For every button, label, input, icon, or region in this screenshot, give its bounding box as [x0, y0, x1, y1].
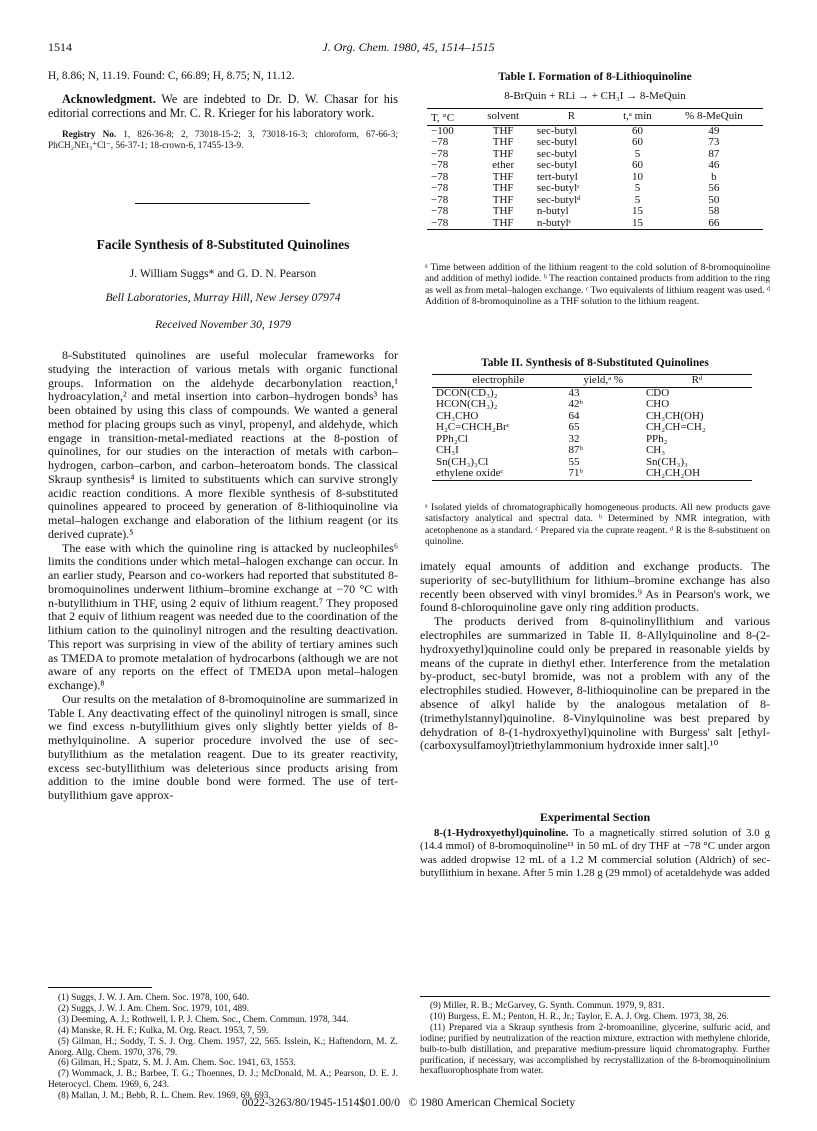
table2-row-cell: 43	[568, 386, 580, 399]
journal-header: J. Org. Chem. 1980, 45, 1514–1515	[322, 40, 495, 54]
table1-row-cell: 15	[631, 205, 643, 217]
table2-row-cell: CDO	[645, 386, 670, 399]
table1-row-cell: 15	[631, 216, 643, 229]
table1-row-cell: b	[711, 170, 717, 183]
table2-row-cell: CH₂CH₂OH	[645, 467, 701, 479]
table1-row-cell: n-butylᶜ	[536, 216, 572, 229]
experimental-paragraph	[420, 827, 770, 880]
table2-row-cell: CH₂CH=CH₂	[645, 421, 706, 433]
table2-row-cell: Sn(CH₃)₃Cl	[436, 455, 489, 468]
table1-row-cell: THF	[492, 205, 514, 217]
table2-row-cell: 71ᵇ	[568, 467, 583, 479]
table1-row-cell: 60	[631, 124, 643, 137]
right-footnote-rule	[420, 996, 770, 997]
table1-row-cell: 58	[708, 205, 720, 217]
table2-row-cell: 87ᵇ	[568, 444, 583, 456]
table1-row-cell: 60	[631, 136, 643, 148]
table2-footnote: ᵃ Isolated yields of chromatographically homogeneous products. All new products gave satisfactory analytical and spectral data. ᵇ Determined by NMR integration, with acetophenone as a standard. ᶜ Prepared via the cuprate reagent. ᵈ R is the 8-substituent on quinoline.	[425, 502, 770, 548]
table1-grid	[427, 108, 763, 230]
affiliation: Bell Laboratories, Murray Hill, New Jersey 07974	[105, 291, 341, 304]
received-date: Received November 30, 1979	[155, 318, 291, 331]
table1-header-row	[427, 109, 763, 126]
table1-row-cell: 49	[708, 124, 720, 137]
table1-col-solvent: solvent	[487, 110, 520, 122]
table1-col-temp: T, °C	[431, 112, 455, 124]
reference: (4) Manske, R. H. F.; Kulka, M. Org. React. 1953, 7, 59.	[58, 1025, 269, 1036]
table1-row-cell: tert-butyl	[536, 170, 578, 183]
table1-row-cell: sec-butyl	[536, 136, 578, 148]
registry-numbers	[48, 130, 398, 152]
table1-row-cell: 10	[631, 170, 643, 183]
table1-row-cell: −78	[431, 205, 449, 217]
reference: (3) Deeming, A. J.; Rothwell, I. P. J. Chem. Soc., Chem. Commun. 1978, 344.	[58, 1014, 349, 1025]
table2-row-cell: 64	[568, 409, 580, 422]
experimental-text	[420, 827, 770, 880]
article-title: Facile Synthesis of 8-Substituted Quinolines	[96, 237, 350, 252]
table1-row-cell: n-butyl	[536, 205, 569, 217]
table2-row-cell: PPh₂Cl	[436, 432, 468, 445]
table2-row-cell: CH₃CH(OH)	[645, 409, 704, 422]
paragraph: The products derived from 8-quinolinyllithium and various electrophiles are summarized in Table II. 8-Allylquinoline and 8-(2-hydroxyethyl)quinoline could only be prepared in reasonable yields by means of the cuprate in diethyl ether. Interference from the metalation by-product, sec-butyl bromide, was not a problem with any of the electrophiles studied. However, 8-lithioquinoline can be prepared in the absence of alkyl halide by the analogous metalation of 8-(trimethylstannyl)quinoline. 8-Vinylquinoline was best prepared by dehydration of 8-(1-hydroxyethyl)quinoline with Burgess' salt [ethyl-(carboxysulfamoyl)triethylammonium hydroxide inner salt].¹⁰	[420, 614, 770, 753]
table1-row-cell: THF	[492, 193, 514, 206]
table1-row-cell: ether	[492, 159, 515, 171]
table1-row-cell: −78	[431, 147, 449, 160]
table1-row	[427, 137, 763, 149]
right-references	[420, 1001, 770, 1077]
paragraph: 8-Substituted quinolines are useful molecular frameworks for studying the interaction of various metals with organic functional groups. Information on the aldehyde decarbonylation reaction,¹ hydroacylation,² and metal insertion into carbon–hydrogen bonds³ has been obtained by using this class of compounds. We wanted a general method for placing groups such as vinyl, propenyl, and aldehyde, which engage in transition-metal-mediated reactions at the 8-postion of quinolines, for our studies on the interaction of metals with carbon–hydrogen, carbon–carbon, and carbon–heteroatom bonds. The classical Skraup synthesis⁴ is limited to substituents which can survive strongly acidic reaction conditions. A more flexible synthesis of 8-substituted quinolines appeared to proceed by generation of 8-lithioquinoline via metal–halogen exchange and elaboration of the lithium reagent (or its derived cuprate).⁵	[48, 348, 398, 541]
reference: (10) Burgess, E. M.; Penton, H. R., Jr.; Taylor, E. A. J. Org. Chem. 1973, 38, 26.	[430, 1011, 729, 1022]
table2-row-cell: 65	[568, 421, 580, 433]
table1-row-cell: sec-butyl	[536, 124, 578, 137]
table2-row	[432, 422, 752, 434]
footnote-rule	[48, 987, 152, 988]
table1-row-cell: THF	[492, 216, 514, 229]
right-body	[420, 560, 770, 753]
footer-copyright: © 1980 American Chemical Society	[408, 1097, 576, 1109]
table1-row-cell: 56	[708, 182, 720, 194]
table1-col-time: t,ᵃ min	[623, 110, 652, 122]
table1-row-cell: −78	[431, 170, 449, 183]
table1-scheme: 8-BrQuin + RLi → + CH₃I → 8-MeQuin	[504, 90, 686, 102]
table2-row-cell: CH₃CHO	[436, 409, 479, 422]
experimental-heading: Experimental Section	[539, 810, 651, 824]
reference: (1) Suggs, J. W. J. Am. Chem. Soc. 1978, 100, 640.	[58, 993, 250, 1003]
table1-row-cell: THF	[492, 170, 514, 183]
table1-row	[427, 160, 763, 172]
reference: (11) Prepared via a Skraup synthesis from 2-bromoaniline, glycerine, sulfuric acid, and iodine; purified by neutralization of the reaction mixture, extraction with methylene chloride, bulb-to-bulb distillation, and preparative medium-pressure liquid chromatography. Further purification, if necessary, was accomplished by recrystallization of the 8-bromoquinolinium hexafluorophosphate from water.	[420, 1022, 770, 1077]
reference: (5) Gilman, H.; Soddy, T. S. J. Org. Chem. 1957, 22, 565. Isslein, K.; Haftendorn, M. Z. Anorg. Allg. Chem. 1970, 376, 79.	[48, 1036, 398, 1058]
table1-row-cell: sec-butyl	[536, 147, 578, 160]
table1-row-cell: −78	[431, 182, 449, 194]
table2-body	[432, 387, 752, 480]
table2-row	[432, 445, 752, 457]
table1	[420, 108, 770, 230]
table2-col-yield: yield,ᵃ %	[583, 374, 624, 386]
table2-row-cell: 32	[568, 432, 580, 445]
left-column-top	[48, 70, 398, 152]
table1-row-cell: 73	[708, 136, 720, 148]
reference: (7) Wommack, J. B.; Barbee, T. G.; Thoennes, D. J.; McDonald, M. A.; Pearson, D. E. J. Heterocycl. Chem. 1969, 6, 243.	[48, 1069, 398, 1091]
table1-row-cell: THF	[492, 124, 514, 137]
table1-row-cell: −78	[431, 159, 449, 171]
reference: (8) Mallan, J. M.; Bebb, R. L. Chem. Rev. 1969, 69, 693.	[58, 1091, 271, 1102]
table1-col-r: R	[567, 110, 576, 122]
table1-row	[427, 183, 763, 195]
reference: (6) Gilman, H.; Spatz, S. M. J. Am. Chem. Soc. 1941, 63, 1553.	[58, 1058, 296, 1069]
table2-row-cell: CH₃	[645, 444, 666, 456]
table2-row-cell: CH₃I	[436, 444, 459, 456]
table2-col-electrophile: electrophile	[472, 374, 525, 386]
table2-row-cell: DCON(CD₃)₂	[436, 386, 498, 399]
table1-row-cell: 46	[708, 159, 720, 171]
table2-row-cell: PPh₂	[645, 432, 668, 445]
authors: J. William Suggs* and G. D. N. Pearson	[129, 267, 317, 280]
reference: (9) Miller, R. B.; McGarvey, G. Synth. Commun. 1979, 9, 831.	[430, 1001, 665, 1011]
table1-row-cell: −78	[431, 216, 449, 229]
table2	[420, 374, 770, 481]
table1-row-cell: −78	[431, 193, 449, 206]
table2-header-row	[432, 375, 752, 388]
table2-row-cell: 42ᵇ	[568, 398, 583, 410]
table1-row-cell: −78	[431, 136, 449, 148]
left-references	[48, 993, 398, 1102]
table1-row-cell: 5	[634, 147, 641, 160]
footer	[0, 1097, 817, 1109]
section-divider	[135, 203, 310, 204]
table1-body	[427, 125, 763, 230]
table1-row-cell: 50	[708, 193, 720, 206]
paragraph: imately equal amounts of addition and exchange products. The superiority of sec-butyllithium for lithium–bromine exchange has also recently been observed with vinyl bromides.⁹ As in Pearson's work, we found 8-chloroquinoline gave only ring addition products.	[420, 559, 770, 615]
table2-grid	[432, 374, 752, 481]
table1-row-cell: −100	[431, 124, 454, 137]
table2-row-cell: Sn(CH₃)₃	[645, 455, 688, 468]
reference: (2) Suggs, J. W. J. Am. Chem. Soc. 1979, 101, 489.	[58, 1003, 250, 1014]
procedure-text: To a magnetically stirred solution of 3.0 g (14.4 mmol) of 8-bromoquinoline¹¹ in 50 mL of dry THF at −78 °C under argon was added dropwise 12 mL of a 1.2 M commercial solution (Aldrich) of sec-butyllithium in hexane. After 5 min 1.28 g (29 mmol) of acetaldehyde was added	[420, 827, 770, 879]
ack-text: We are indebted to Dr. D. W. Chasar for his editorial corrections and Mr. C. R. Krieger for his laboratory work.	[48, 91, 398, 121]
table1-row-cell: 5	[634, 182, 641, 194]
table2-row	[432, 399, 752, 411]
table2-row	[432, 468, 752, 480]
acknowledgment	[48, 92, 398, 121]
table2-row-cell: HCON(CH₃)₂	[436, 398, 498, 410]
paragraph: Our results on the metalation of 8-bromoquinoline are summarized in Table I. Any deactivating effect of the quinolinyl nitrogen is small, since we find excess n-butyllithium gives only slightly better yields of 8-methylquinoline. A superior procedure involved the use of sec-butyllithium as the metalation reagent. Due to its greater reactivity, excess sec-butyllithium was deleterious since products arising from addition to the imine double bond were formed. The use of tert-butyllithium gave approx-	[48, 691, 398, 802]
table2-row-cell: H₂C=CHCH₂Brᶜ	[436, 421, 510, 433]
table2-row-cell: 55	[568, 455, 580, 468]
left-body	[48, 349, 398, 803]
table1-row-cell: THF	[492, 147, 514, 160]
analysis-line: H, 8.86; N, 11.19. Found: C, 66.89; H, 8.75; N, 11.12.	[48, 70, 295, 82]
table1-row-cell: 60	[631, 159, 643, 171]
registry-text: 1, 826-36-8; 2, 73018-15-2; 3, 73018-16-3; chloroform, 67-66-3; PhCH₂NEt₃⁺Cl⁻, 56-37-1; 18-crown-6, 17455-13-9.	[48, 129, 399, 151]
table2-row-cell: CHO	[645, 398, 670, 410]
table1-footnote: ᵃ Time between addition of the lithium reagent to the cold solution of 8-bromoquinoline and addition of methyl iodide. ᵇ The reaction contained products from addition to the ring as well as from metal–halogen exchange. ᶜ Two equivalents of lithium reagent was used. ᵈ Addition of 8-bromoquinoline as a THF solution to the lithium reagent.	[425, 262, 770, 308]
table1-row-cell: THF	[492, 136, 514, 148]
ack-heading: Acknowledgment.	[62, 91, 156, 106]
registry-heading: Registry No.	[62, 129, 117, 140]
table1-row-cell: 87	[708, 147, 720, 160]
table2-row-cell: ethylene oxideᶜ	[436, 467, 504, 479]
table2-col-r: Rᵈ	[691, 374, 703, 386]
footer-code: 0022-3263/80/1945-1514$01.00/0	[241, 1097, 400, 1109]
page-number: 1514	[48, 40, 72, 54]
table1-row	[427, 218, 763, 230]
paragraph: The ease with which the quinoline ring is attacked by nucleophiles⁶ limits the conditions under which metal–halogen exchange can occur. In an earlier study, Pearson and co-workers had reported that substituted 8-bromoquinolines underwent lithium–bromine exchange at −70 °C with n-butyllithium in THF, using 2 equiv of lithium reagent.⁷ They proposed that 2 equiv of lithium reagent was needed due to the coordination of the lithium cation to the quinolinyl nitrogen and the resulting deactivation. This report was surprising in view of the ability of tertiary amines such as TMEDA to promote metalation of hydrocarbons (although we are not aware of any reports on the effect of TMEDA upon metal–halogen exchange).⁸	[48, 540, 398, 692]
compound-name: 8-(1-Hydroxyethyl)quinoline.	[434, 827, 569, 839]
table1-col-yield: % 8-MeQuin	[685, 110, 743, 122]
table2-row	[432, 434, 752, 446]
table1-row-cell: sec-butylᶜ	[536, 182, 580, 194]
table1-title: Table I. Formation of 8-Lithioquinoline	[498, 71, 692, 83]
table1-row-cell: 5	[634, 193, 641, 206]
table1-row-cell: sec-butyl	[536, 159, 578, 171]
table1-row-cell: THF	[492, 182, 514, 194]
table1-row	[427, 206, 763, 218]
table2-title: Table II. Synthesis of 8-Substituted Quinolines	[481, 357, 709, 369]
table1-row-cell: sec-butylᵈ	[536, 193, 581, 206]
table1-row-cell: 66	[708, 216, 720, 229]
